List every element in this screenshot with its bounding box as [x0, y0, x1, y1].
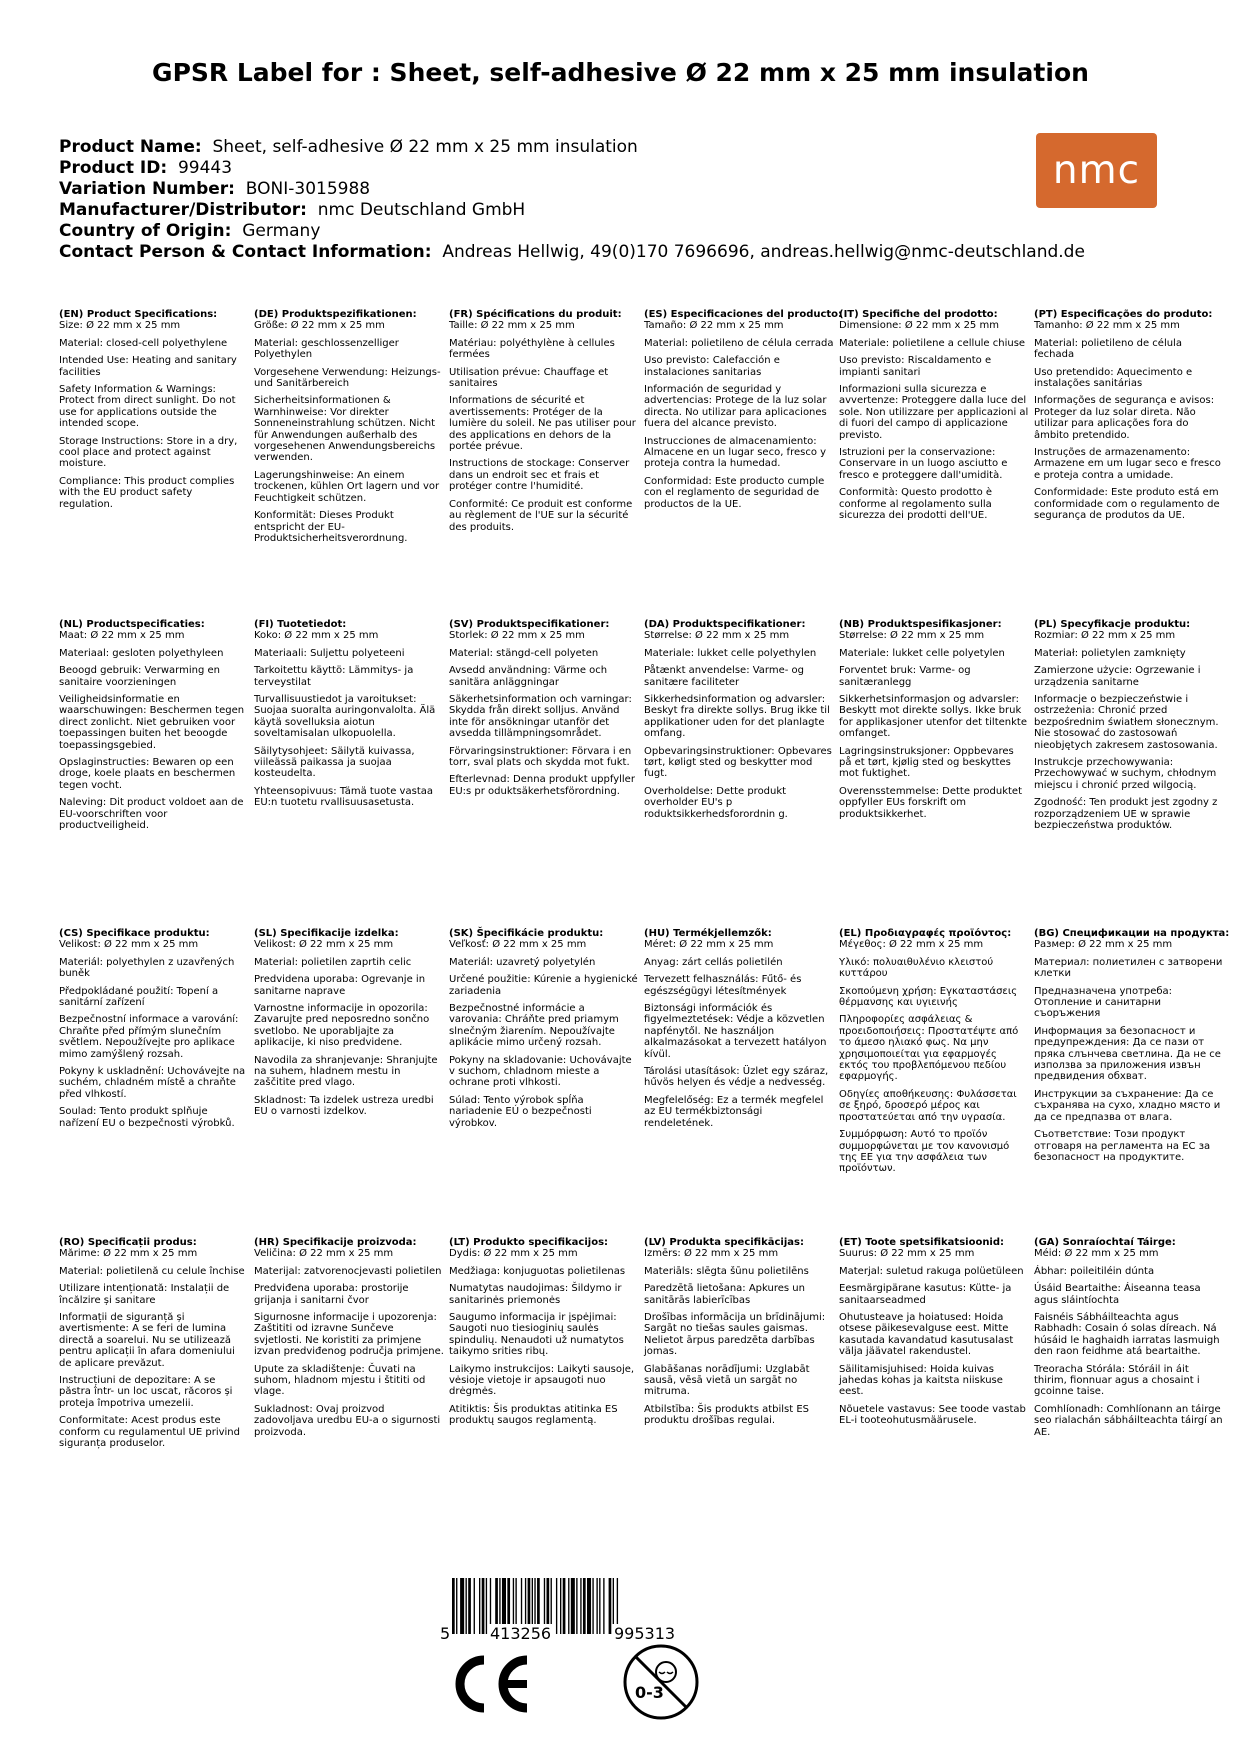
spec-line: Conformidade: Este produto está em conformidade com o regulamento de segurança de produtos da UE. — [1034, 487, 1220, 522]
info-row — [59, 221, 1085, 242]
language-block — [839, 309, 1029, 522]
spec-line: Pokyny na skladovanie: Uchovávajte v suchom, chladnom mieste a ochrane proti vlhkosti. — [449, 1054, 632, 1089]
language-block — [254, 619, 444, 809]
language-block — [644, 309, 843, 510]
barcode-bar — [583, 1578, 586, 1634]
spec-line: Saugumo informacija ir įspėjimai: Saugoti nuo tiesioginių saulės spindulių. Nenaudoti už numatytos taikymo srities ribų. — [449, 1312, 624, 1358]
barcode-bar — [563, 1578, 566, 1634]
spec-line: Ohutusteave ja hoiatused: Hoida otsese päikesevalguse eest. Mitte kasutada kavandatud kasutusalast välja jäävatel rakendustel. — [839, 1312, 1014, 1358]
spec-line: Utilizare intenționată: Instalații de încălzire și sanitare — [59, 1283, 230, 1306]
spec-line: Informacje o bezpieczeństwie i ostrzeżenia: Chronić przed bezpośrednim światłem słonecznym. Nie stosować do zastosowań nieobjętych zakresem zastosowania. — [1034, 694, 1219, 751]
spec-line: Información de seguridad y advertencias: Protege de la luz solar directa. No utilizar para aplicaciones fuera del alcance previsto. — [644, 384, 827, 430]
spec-line: Intended Use: Heating and sanitary facilities — [59, 355, 237, 378]
info-row — [59, 200, 1085, 221]
spec-line: Instrucciones de almacenamiento: Almacene en un lugar seco, fresco y proteja contra la humedad. — [644, 435, 827, 470]
spec-line: Material: geschlossenzelliger Polyethylen — [254, 337, 399, 361]
language-block — [254, 928, 444, 1118]
language-header: (FI) Tuotetiedot: — [254, 619, 347, 630]
info-value: BONI-3015988 — [245, 179, 371, 199]
spec-line: Bezpečnostné informácie a varovania: Chráňte pred priamym slnečným žiarením. Nepoužívajte aplikácie mimo určený rozsah. — [449, 1003, 619, 1049]
spec-line: Informações de segurança e avisos: Proteger da luz solar direta. Não utilizar para aplicações fora do âmbito pretendido. — [1034, 395, 1215, 441]
spec-line: Instructions de stockage: Conserver dans un endroit sec et frais et protéger contre l'humidité. — [449, 458, 630, 493]
spec-line: Sicherheitsinformationen & Warnhinweise: Vor direkter Sonneneinstrahlung schützen. Nicht für Anwendungen außerhalb des vorgesehenen Anwendungsbereichs verwenden. — [254, 395, 436, 464]
info-value: 99443 — [177, 158, 233, 178]
language-block — [1034, 619, 1224, 832]
spec-line: Beoogd gebruik: Verwarming en sanitaire voorzieningen — [59, 665, 220, 688]
info-label: Product ID: — [59, 158, 168, 178]
info-row — [59, 242, 1085, 263]
age-label: 0-3 — [635, 1683, 664, 1702]
spec-line: Säilytysohjeet: Säilytä kuivassa, viileässä paikassa ja suojaa kosteudelta. — [254, 745, 415, 780]
spec-line: Informazioni sulla sicurezza e avvertenze: Proteggere dalla luce del sole. Non utilizzare per applicazioni al di fuori del campo di applicazione previsto. — [839, 384, 1029, 441]
barcode-digits-right: 995313 — [614, 1624, 676, 1643]
barcode-bar — [456, 1578, 457, 1634]
spec-line: Atbilstība: Šis produkts atbilst ES produktu drošības regulai. — [644, 1403, 810, 1427]
language-header: (IT) Specifiche del prodotto: — [839, 309, 998, 320]
spec-line: Efterlevnad: Denna produkt uppfyller EU:s pr oduktsäkerhetsförordning. — [449, 774, 635, 797]
barcode-bar — [560, 1578, 561, 1634]
language-header: (NB) Produktspesifikasjoner: — [839, 619, 1002, 630]
language-block — [839, 928, 1029, 1175]
spec-line: Материал: полиетилен с затворени клетки — [1034, 956, 1223, 980]
spec-line: Turvallisuustiedot ja varoitukset: Suojaa suoralta auringonvalolta. Älä käytä sovelluksia aiotun soveltamisalan ulkopuolella. — [254, 694, 436, 740]
language-block — [59, 309, 249, 510]
spec-line: Atitiktis: Šis produktas atitinka ES produktų saugos reglamentą. — [449, 1403, 618, 1427]
language-block — [449, 309, 639, 533]
info-label: Variation Number: — [59, 179, 235, 199]
spec-line: Varnostne informacije in opozorila: Zavarujte pred neposredno sončno svetlobo. Ne uporabljajte za aplikacije, ki niso predvidene. — [254, 1003, 430, 1049]
spec-line: Dydis: Ø 22 mm x 25 mm — [449, 1248, 578, 1260]
language-block — [59, 1237, 249, 1450]
spec-line: Materijal: zatvorenocjevasti polietilen — [254, 1265, 442, 1277]
language-block — [254, 1237, 444, 1438]
spec-line: Предназначена употреба: Отопление и санитарни съоръжения — [1034, 985, 1173, 1020]
barcode-bar — [603, 1578, 604, 1634]
language-header: (ET) Toote spetsifikatsioonid: — [839, 1237, 1005, 1248]
spec-line: Numatytas naudojimas: Šildymo ir sanitarinės priemonės — [449, 1283, 622, 1306]
spec-line: Säkerhetsinformation och varningar: Skydda från direkt solljus. Använd inte för ansökningar utanför det avsedda tillämpningsområdet. — [449, 694, 632, 740]
spec-line: Predviđena uporaba: prostorije grijanja i sanitarni čvor — [254, 1283, 409, 1306]
spec-line: Velikost: Ø 22 mm x 25 mm — [254, 939, 394, 951]
barcode-bar — [466, 1578, 467, 1634]
spec-line: Utilisation prévue: Chauffage et sanitaires — [449, 366, 609, 390]
language-header: (LV) Produkta specifikācijas: — [644, 1237, 804, 1248]
barcode-bar — [556, 1578, 557, 1634]
spec-line: Predvidena uporaba: Ogrevanje in sanitarne naprave — [254, 974, 426, 997]
language-header: (CS) Specifikace produktu: — [59, 928, 210, 939]
spec-line: Conformità: Questo prodotto è conforme al regolamento sulla sicurezza dei prodotti dell'UE. — [839, 487, 993, 522]
info-row — [59, 179, 1085, 200]
language-header: (LT) Produkto specifikacijos: — [449, 1237, 609, 1248]
spec-line: Sikkerhedsinformation og advarsler: Beskyt fra direkte sollys. Brug ikke til applikationer uden for det planlagte omfang. — [644, 694, 830, 740]
language-header: (DE) Produktspezifikationen: — [254, 309, 417, 320]
spec-line: Sigurnosne informacije i upozorenja: Zaštititi od izravne Sunčeve svjetlosti. Ne koristiti za primjene izvan predviđenog područja primjene. — [254, 1312, 444, 1358]
language-block — [839, 619, 1029, 820]
spec-line: Conformidad: Este producto cumple con el reglamento de seguridad de productos de la UE. — [644, 475, 825, 510]
spec-line: Matériau: polyéthylène à cellules fermées — [449, 337, 615, 361]
spec-line: Größe: Ø 22 mm x 25 mm — [254, 320, 385, 332]
spec-line: Påtænkt anvendelse: Varme- og sanitære faciliteter — [644, 665, 805, 688]
spec-line: Overholdelse: Dette produkt overholder EU's p roduktsikkerhedsforordnin g. — [644, 785, 788, 820]
spec-line: Předpokládané použití: Topení a sanitární zařízení — [59, 985, 219, 1009]
language-header: (NL) Productspecificaties: — [59, 619, 205, 630]
barcode-bar — [452, 1578, 455, 1634]
spec-line: Yhteensopivuus: Tämä tuote vastaa EU:n tuotetu rvallisuusasetusta. — [254, 785, 433, 809]
spec-line: Størrelse: Ø 22 mm x 25 mm — [644, 630, 790, 642]
spec-line: Megfelelőség: Ez a termék megfelel az EU termékbiztonsági rendeletének. — [644, 1094, 824, 1129]
spec-line: Lagerungshinweise: An einem trockenen, kühlen Ort lagern und vor Feuchtigkeit schützen. — [254, 469, 440, 504]
spec-line: Soulad: Tento produkt splňuje nařízení EU o bezpečnosti výrobků. — [59, 1106, 235, 1129]
language-block — [449, 928, 639, 1129]
spec-line: Tamanho: Ø 22 mm x 25 mm — [1034, 320, 1180, 332]
barcode-digit-first: 5 — [440, 1624, 451, 1643]
spec-line: Pokyny k uskladnění: Uchovávejte na suchém, chladném místě a chraňte před vlhkostí. — [59, 1066, 246, 1100]
nmc-logo — [1036, 133, 1157, 208]
spec-line: Zgodność: Ten produkt jest zgodny z rozporządzeniem UE w sprawie bezpieczeństwa produktów. — [1034, 797, 1218, 832]
spec-line: Material: closed-cell polyethylene — [59, 337, 228, 349]
spec-line: Materiaali: Suljettu polyeteeni — [254, 647, 405, 659]
language-header: (EN) Product Specifications: — [59, 309, 218, 320]
spec-line: Storage Instructions: Store in a dry, cool place and protect against moisture. — [59, 435, 238, 470]
spec-line: Informații de siguranță și avertismente: A se feri de lumina directă a soarelui. Nu se utilizează pentru aplicații în afara domeniului de aplicare prevăzut. — [59, 1312, 235, 1369]
language-block — [644, 619, 834, 820]
spec-line: Opbevaringsinstruktioner: Opbevares tørt, køligt sted og beskytter mod fugt. — [644, 745, 832, 780]
spec-line: Størrelse: Ø 22 mm x 25 mm — [839, 630, 985, 642]
barcode-bar — [468, 1578, 471, 1634]
spec-line: Istruzioni per la conservazione: Conservare in un luogo asciutto e fresco e proteggere dall'umidità. — [839, 447, 1008, 481]
info-value: Sheet, self-adhesive Ø 22 mm x 25 mm insulation — [212, 137, 638, 157]
spec-line: Naleving: Dit product voldoet aan de EU-voorschriften voor productveiligheid. — [59, 797, 244, 832]
language-block — [1034, 309, 1224, 522]
spec-line: Glabāšanas norādījumi: Uzglabāt sausā, vēsā vietā un sargāt no mitruma. — [644, 1363, 810, 1398]
spec-line: Material: stängd-cell polyeten — [449, 647, 599, 659]
language-header: (GA) Sonraíochtaí Táirge: — [1034, 1237, 1176, 1248]
spec-line: Taille: Ø 22 mm x 25 mm — [449, 320, 575, 332]
language-block — [59, 619, 249, 832]
barcode-bar — [571, 1578, 575, 1634]
spec-line: Materiał: polietylen zamknięty — [1034, 647, 1186, 659]
barcode-bar — [580, 1578, 581, 1634]
spec-line: Comhlíonadh: Comhlíonann an táirge seo rialachán sábháilteachta táirgí an AE. — [1034, 1403, 1223, 1438]
info-label: Contact Person & Contact Information: — [59, 242, 432, 262]
spec-line: Skladnost: Ta izdelek ustreza uredbi EU o varnosti izdelkov. — [254, 1094, 434, 1118]
spec-line: Uso previsto: Riscaldamento e impianti sanitari — [839, 355, 992, 378]
spec-line: Avsedd användning: Värme och sanitära anläggningar — [449, 665, 608, 688]
spec-line: Materiale: polietilene a cellule chiuse — [839, 337, 1026, 349]
language-header: (SV) Produktspecifikationer: — [449, 619, 610, 630]
spec-line: Materiaal: gesloten polyethyleen — [59, 647, 224, 659]
spec-line: Treoracha Stórála: Stóráil in áit thirim, fionnuar agus a chosaint i gcoinne taise. — [1034, 1363, 1200, 1398]
spec-line: Sikkerhetsinformasjon og advarsler: Beskytt mot direkte sollys. Ikke bruk for applikasjoner utenfor det tiltenkte omfanget. — [839, 694, 1027, 740]
spec-line: Overensstemmelse: Dette produktet oppfyller EUs forskrift om produktsikkerhet. — [839, 785, 1022, 820]
spec-line: Bezpečnostní informace a varování: Chraňte před přímým slunečním světlem. Nepoužívejte pro aplikace mimo zamýšlený rozsah. — [59, 1014, 239, 1060]
language-header: (SK) Špecifikácie produktu: — [449, 928, 604, 939]
spec-line: Informations de sécurité et avertissements: Protéger de la lumière du soleil. Ne pas utiliser pour des applications en dehors de la portée prévue. — [449, 395, 636, 453]
spec-line: Size: Ø 22 mm x 25 mm — [59, 320, 181, 332]
spec-line: Méid: Ø 22 mm x 25 mm — [1034, 1248, 1159, 1260]
barcode-bar — [482, 1578, 485, 1634]
spec-line: Velikost: Ø 22 mm x 25 mm — [59, 939, 199, 951]
spec-line: Vorgesehene Verwendung: Heizungs- und Sanitärbereich — [254, 366, 441, 390]
spec-line: Suurus: Ø 22 mm x 25 mm — [839, 1248, 975, 1260]
spec-line: Uso previsto: Calefacción e instalaciones sanitarias — [644, 355, 780, 378]
spec-line: Material: polietileno de célula fechada — [1034, 337, 1182, 361]
spec-line: Medžiaga: konjuguotas polietilenas — [449, 1265, 626, 1277]
spec-line: Tarkoitettu käyttö: Lämmitys- ja terveystilat — [254, 665, 414, 688]
barcode-bar — [486, 1578, 487, 1634]
barcode-digits-left: 413256 — [490, 1624, 552, 1643]
spec-line: Koko: Ø 22 mm x 25 mm — [254, 630, 379, 642]
spec-line: Размер: Ø 22 mm x 25 mm — [1034, 939, 1173, 951]
spec-line: Μέγεθος: Ø 22 mm x 25 mm — [839, 939, 984, 951]
language-header: (HR) Specifikacije proizvoda: — [254, 1237, 417, 1248]
spec-line: Информация за безопасност и предупреждения: Да се пази от пряка слънчева светлина. Да не се използва за приложения извън предвидения обхват. — [1034, 1025, 1221, 1083]
spec-line: Upute za skladištenje: Čuvati na suhom, hladnom mjestu i štititi od vlage. — [254, 1363, 426, 1398]
spec-line: Eesmärgipärane kasutus: Kütte- ja sanitaarseadmed — [839, 1283, 1012, 1306]
language-block — [59, 928, 249, 1129]
product-info — [59, 137, 1085, 263]
language-block — [449, 1237, 639, 1427]
spec-line: Conformitate: Acest produs este conform cu regulamentul UE privind siguranța produselor. — [59, 1415, 240, 1450]
language-header: (FR) Spécifications du produit: — [449, 309, 622, 320]
spec-line: Förvaringsinstruktioner: Förvara i en torr, sval plats och skydda mot fukt. — [449, 745, 632, 769]
spec-line: Anyag: zárt cellás polietilén — [644, 956, 783, 968]
spec-line: Materjal: suletud rakuga polüetüleen — [839, 1265, 1024, 1277]
barcode-bar — [599, 1578, 600, 1634]
spec-line: Sukladnost: Ovaj proizvod zadovoljava uredbu EU-a o sigurnosti proizvoda. — [254, 1403, 441, 1438]
spec-line: Safety Information & Warnings: Protect from direct sunlight. Do not use for applications outside the intended scope. — [59, 384, 236, 430]
info-label: Country of Origin: — [59, 221, 232, 241]
language-header: (ES) Especificaciones del producto: — [644, 309, 843, 320]
spec-line: Konformität: Dieses Produkt entspricht der EU-Produktsicherheitsverordnung. — [254, 510, 408, 544]
barcode-bar — [479, 1578, 480, 1634]
language-header: (EL) Προδιαγραφές προϊόντος: — [839, 928, 1012, 939]
spec-line: Materiale: lukket celle polyetylen — [839, 647, 1005, 659]
spec-line: Säilitamisjuhised: Hoida kuivas jahedas kohas ja kaitsta niiskuse eest. — [839, 1363, 1003, 1398]
language-block — [644, 928, 834, 1129]
spec-line: Biztonsági információk és figyelmeztetések: Védje a közvetlen napfénytől. Ne használjon alkalmazásokat a tervezett hatályon kívül. — [644, 1003, 827, 1060]
spec-line: Σκοπούμενη χρήση: Εγκαταστάσεις θέρμανσης και υγιεινής — [839, 985, 1018, 1009]
spec-line: Maat: Ø 22 mm x 25 mm — [59, 630, 185, 642]
info-label: Manufacturer/Distributor: — [59, 200, 307, 220]
spec-line: Compliance: This product complies with the EU product safety regulation. — [59, 475, 235, 510]
barcode-bar — [474, 1578, 475, 1634]
spec-line: Opslaginstructies: Bewaren op een droge, koele plaats en beschermen tegen vocht. — [59, 757, 236, 791]
spec-line: Tervezett felhasználás: Fűtő- és egészségügyi létesítmények — [644, 974, 802, 997]
spec-line: Dimensione: Ø 22 mm x 25 mm — [839, 320, 999, 332]
info-row — [59, 158, 1085, 179]
barcode-bar — [587, 1578, 591, 1634]
spec-line: Instruções de armazenamento: Armazene em um lugar seco e fresco e proteja contra a umidade. — [1034, 447, 1221, 481]
spec-line: Veľkosť: Ø 22 mm x 25 mm — [449, 939, 587, 951]
spec-line: Drošības informācija un brīdinājumi: Sargāt no tiešas saules gaismas. Nelietot ārpus paredzēta darbības jomas. — [644, 1312, 826, 1358]
spec-line: Laikymo instrukcijos: Laikyti sausoje, vėsioje vietoje ir apsaugoti nuo drėgmės. — [449, 1363, 635, 1398]
spec-line: Mărime: Ø 22 mm x 25 mm — [59, 1248, 198, 1260]
spec-line: Ábhar: poileitiléin dúnta — [1034, 1265, 1155, 1277]
barcode-bar — [460, 1578, 464, 1634]
language-header: (PL) Specyfikacje produktu: — [1034, 619, 1191, 630]
spec-line: Συμμόρφωση: Αυτό το προϊόν συμμορφώνεται με τον κανονισμό της ΕΕ για την ασφάλεια των προϊόντων. — [839, 1129, 1010, 1175]
spec-line: Materiál: polyethylen z uzavřených buněk — [59, 956, 235, 980]
spec-line: Lagringsinstruksjoner: Oppbevares på et tørt, kjølig sted og beskyttes mot fuktighet. — [839, 745, 1014, 780]
spec-line: Tamaño: Ø 22 mm x 25 mm — [644, 320, 784, 332]
language-block — [644, 1237, 834, 1427]
language-block — [1034, 1237, 1224, 1438]
barcode-bar — [592, 1578, 593, 1634]
language-block — [449, 619, 639, 797]
spec-line: Conformité: Ce produit est conforme au règlement de l'UE sur la sécurité des produits. — [449, 498, 633, 533]
spec-line: Materiál: uzavretý polyetylén — [449, 956, 596, 968]
spec-line: Material: polietilenă cu celule închise — [59, 1265, 245, 1277]
language-header: (DA) Produktspecifikationer: — [644, 619, 806, 630]
spec-line: Navodila za shranjevanje: Shranjujte na suhem, hladnem mestu in zaščitite pred vlago. — [254, 1054, 438, 1089]
spec-line: Méret: Ø 22 mm x 25 mm — [644, 939, 774, 951]
spec-line: Nõuetele vastavus: See toode vastab EL-i tooteohutusmäärusele. — [839, 1403, 1026, 1427]
info-row — [59, 137, 1085, 158]
spec-line: Rozmiar: Ø 22 mm x 25 mm — [1034, 630, 1176, 642]
page-title: GPSR Label for : Sheet, self-adhesive Ø 22 mm x 25 mm insulation — [152, 58, 1089, 87]
ce-mark-icon — [447, 1652, 532, 1716]
spec-line: Faisnéis Sábháilteachta agus Rabhadh: Cosain ó solas díreach. Ná húsáid le haghaidh iarratas lasmuigh den raon feidhme atá beartaithe. — [1034, 1312, 1220, 1358]
spec-line: Οδηγίες αποθήκευσης: Φυλάσσεται σε ξηρό, δροσερό μέρος και προστατεύεται από την υγρασία. — [839, 1088, 1017, 1123]
info-value: Andreas Hellwig, 49(0)170 7696696, andreas.hellwig@nmc-deutschland.de — [442, 242, 1085, 262]
spec-line: Paredzētā lietošana: Apkures un sanitārās labierīcības — [644, 1283, 805, 1306]
info-value: Germany — [242, 221, 321, 241]
spec-line: Υλικό: πολυαιθυλένιο κλειστού κυττάρου — [839, 956, 994, 980]
info-label: Product Name: — [59, 137, 202, 157]
spec-line: Material: polietileno de célula cerrada — [644, 337, 834, 349]
language-header: (RO) Specificații produs: — [59, 1237, 197, 1248]
language-header: (SL) Specifikacije izdelka: — [254, 928, 399, 939]
spec-line: Úsáid Beartaithe: Áiseanna teasa agus sláintíochta — [1034, 1283, 1201, 1306]
spec-line: Zamierzone użycie: Ogrzewanie i urządzenia sanitarne — [1034, 665, 1201, 688]
spec-line: Material: polietilen zaprtih celic — [254, 956, 412, 968]
spec-line: Storlek: Ø 22 mm x 25 mm — [449, 630, 585, 642]
info-value: nmc Deutschland GmbH — [317, 200, 526, 220]
spec-line: Uso pretendido: Aquecimento e instalações sanitárias — [1034, 366, 1193, 390]
spec-line: Instrucțiuni de depozitare: A se păstra într- un loc uscat, răcoros și proteja împotriva umezelii. — [59, 1375, 233, 1409]
language-header: (BG) Спецификации на продукта: — [1034, 928, 1230, 939]
barcode-bar — [576, 1578, 577, 1634]
spec-line: Materiale: lukket celle polyethylen — [644, 647, 817, 659]
language-block — [1034, 928, 1230, 1163]
spec-line: Съответствие: Този продукт отговаря на регламента на ЕС за безопасност на продуктите. — [1034, 1129, 1211, 1163]
language-block — [254, 309, 444, 544]
spec-line: Инструкции за съхранение: Да се съхранява на сухо, хладно място и да се предпазва от влага. — [1034, 1088, 1221, 1123]
spec-line: Určené použitie: Kúrenie a hygienické zariadenia — [449, 974, 638, 997]
spec-line: Tárolási utasítások: Üzlet egy száraz, hűvös helyen és védje a nedvesség. — [644, 1066, 829, 1089]
logo-text: nmc — [1052, 148, 1141, 193]
not-for-children-0-3-icon — [621, 1642, 701, 1722]
spec-line: Instrukcje przechowywania: Przechowywać w suchym, chłodnym miejscu i chronić przed wilgocią. — [1034, 757, 1217, 791]
spec-line: Materiāls: slēgta šūnu polietilēns — [644, 1265, 809, 1277]
barcode-bar — [609, 1578, 612, 1634]
barcode-bar — [568, 1578, 569, 1634]
spec-line: Súlad: Tento výrobok spĺňa nariadenie EÚ o bezpečnosti výrobkov. — [449, 1094, 592, 1129]
spec-line: Forventet bruk: Varme- og sanitæranlegg — [839, 665, 971, 688]
language-header: (PT) Especificações do produto: — [1034, 309, 1213, 320]
spec-line: Izmērs: Ø 22 mm x 25 mm — [644, 1248, 779, 1260]
spec-line: Veličina: Ø 22 mm x 25 mm — [254, 1248, 394, 1260]
language-header: (HU) Termékjellemzők: — [644, 928, 772, 939]
spec-line: Veiligheidsinformatie en waarschuwingen: Beschermen tegen direct zonlicht. Niet gebruiken voor toepassingen buiten het beoogde toepassingsgebied. — [59, 694, 245, 751]
language-block — [839, 1237, 1029, 1427]
barcode-bar — [596, 1578, 597, 1634]
spec-line: Πληροφορίες ασφάλειας & προειδοποιήσεις: Προστατέψτε από το άμεσο ηλιακό φως. Να μην χρησιμοποιείται για εφαρμογές εκτός του προβλεπόμενου πεδίου εφαρμογής. — [839, 1014, 1019, 1083]
